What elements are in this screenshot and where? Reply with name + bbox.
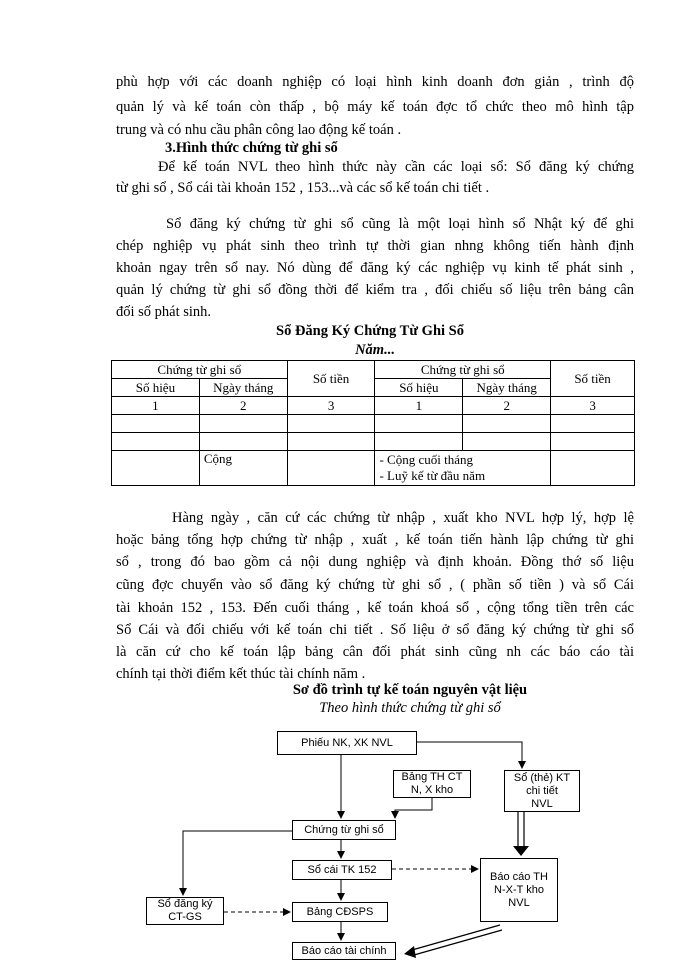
box-phieu-label: Phiếu NK, XK NVL bbox=[301, 736, 393, 749]
intro-line-3: trung và có nhu cầu phân công lao động kế toán . bbox=[116, 122, 402, 138]
col-number: 3 bbox=[287, 397, 375, 415]
diagram-subtitle: Theo hình thức chứng từ ghi sổ bbox=[319, 700, 501, 716]
arrow-bangth-to-chungtu bbox=[395, 798, 432, 818]
para3-line-2: hoặc bảng tổng hợp chứng từ nhập , xuất , kế toán tiến hành lập chứng từ ghi bbox=[116, 532, 634, 548]
box-bang-th-ct-line1: Bảng TH CT bbox=[401, 771, 463, 783]
intro-line-2: quản lý và kế toán còn thấp , bộ máy kế toán đợc tổ chức theo mô hình tập bbox=[116, 99, 634, 115]
col-number: 2 bbox=[199, 397, 287, 415]
header-so-tien-2: Số tiền bbox=[551, 361, 635, 397]
arrow-baocaoth-to-baocaotc bbox=[404, 946, 416, 958]
section-heading: 3.Hình thức chứng từ ghi sổ bbox=[165, 140, 338, 156]
box-so-the-line2: chi tiết bbox=[526, 784, 558, 797]
para2-line-1: Sổ đăng ký chứng từ ghi sổ cũng là một loại hình sổ Nhật ký để ghi bbox=[166, 216, 634, 232]
header-so-hieu-1: Số hiệu bbox=[112, 379, 200, 397]
diagram-title: Sơ đồ trình tự kế toán nguyên vật liệu bbox=[292, 682, 528, 698]
col-number: 2 bbox=[463, 397, 551, 415]
box-so-the-kt bbox=[504, 770, 580, 812]
cong-cuoi-thang-label: - Cộng cuối tháng bbox=[379, 452, 473, 467]
box-chung-tu-label: Chứng từ ghi sổ bbox=[304, 823, 384, 836]
section-line-2: từ ghi sổ , Sổ cái tài khoản 152 , 153...và các sổ kế toán chi tiết . bbox=[116, 180, 490, 196]
box-bao-cao-th-line1: Báo cáo TH bbox=[490, 870, 548, 883]
header-so-tien-1: Số tiền bbox=[287, 361, 375, 397]
box-phieu-nk-xk bbox=[277, 731, 417, 755]
col-number: 1 bbox=[375, 397, 463, 415]
box-so-dang-ky bbox=[146, 897, 224, 925]
section-line-1: Để kế toán NVL theo hình thức này cần các loại sổ: Sổ đăng ký chứng bbox=[158, 159, 634, 175]
para2-line-4: quản lý chứng từ ghi sổ đồng thời để kiểm tra , đối chiếu số liệu trên bảng cân bbox=[116, 282, 634, 298]
para3-line-4: cũng đợc chuyển vào sổ đăng ký chứng từ ghi sổ , ( phần số tiền ) và sổ Cái bbox=[116, 577, 634, 593]
arrow-chungtu-to-sodangky bbox=[183, 831, 292, 895]
col-number: 3 bbox=[551, 397, 635, 415]
header-ngay-thang-2: Ngày tháng bbox=[463, 379, 551, 397]
double-line-c bbox=[412, 925, 500, 950]
luy-ke-label: - Luỹ kế từ đầu năm bbox=[379, 468, 486, 483]
box-bao-cao-th-line2: N-X-T kho bbox=[494, 883, 544, 896]
header-so-hieu-2: Số hiệu bbox=[375, 379, 463, 397]
register-title: Sổ Đăng Ký Chứng Từ Ghi Sổ bbox=[276, 323, 464, 339]
box-so-cai-label: Sổ cái TK 152 bbox=[307, 863, 377, 876]
para3-line-7: là căn cứ cho kế toán lập bảng cân đối phát sinh cũng nh các báo cáo tài bbox=[116, 644, 634, 660]
header-group-1: Chứng từ ghi sổ bbox=[112, 361, 288, 379]
box-so-the-line3: NVL bbox=[531, 797, 553, 810]
box-bao-cao-th bbox=[480, 858, 558, 922]
para2-line-3: khoản ngay trên sổ nay. Nó dùng để đăng ký các nghiệp vụ kinh tế phát sinh , bbox=[116, 260, 634, 276]
para3-line-8: chính tại thời điểm kết thúc tài chính năm . bbox=[116, 666, 366, 682]
box-chung-tu-ghi-so bbox=[292, 820, 396, 840]
box-so-dang-ky-line1: Sổ đăng ký bbox=[157, 898, 213, 910]
arrow-phieu-to-sothe bbox=[416, 742, 522, 768]
box-so-the-line1: Sổ (thẻ) KT bbox=[513, 771, 571, 784]
double-line-d bbox=[414, 930, 502, 955]
box-bao-cao-th-line3: NVL bbox=[508, 896, 530, 909]
para2-line-2: chép nghiệp vụ phát sinh theo trình tự thời gian nhng không tiến hành định bbox=[116, 238, 634, 254]
box-bao-cao-tc-label: Báo cáo tài chính bbox=[301, 944, 387, 957]
box-so-dang-ky-line2: CT-GS bbox=[168, 911, 202, 923]
box-so-cai bbox=[292, 860, 392, 880]
col-number: 1 bbox=[112, 397, 200, 415]
header-group-2: Chứng từ ghi sổ bbox=[375, 361, 551, 379]
intro-line-1: phù hợp với các doanh nghiệp có loại hình kinh doanh đơn giản , trình độ bbox=[116, 74, 634, 90]
para3-line-5: tài khoản 152 , 153. Đến cuối tháng , kế toán khoá sổ , cộng tổng tiền trên các bbox=[116, 600, 634, 616]
para3-line-1: Hàng ngày , căn cứ các chứng từ nhập , xuất kho NVL hợp lý, hợp lệ bbox=[172, 510, 634, 526]
box-bang-th-ct bbox=[393, 770, 471, 798]
box-bao-cao-tai-chinh bbox=[292, 942, 396, 960]
para2-line-5: đối số phát sinh. bbox=[116, 304, 212, 320]
box-bang-cdsps-label: Bảng CĐSPS bbox=[306, 905, 374, 918]
box-bang-th-ct-line2: N, X kho bbox=[410, 784, 454, 796]
para3-line-6: Sổ Cái và đối chiếu với kế toán chi tiết . Số liệu ở sổ đăng ký chứng từ ghi sổ bbox=[116, 622, 634, 638]
register-subtitle: Năm... bbox=[355, 342, 395, 358]
header-ngay-thang-1: Ngày tháng bbox=[199, 379, 287, 397]
cong-cell: Cộng bbox=[199, 451, 287, 486]
box-bang-cdsps bbox=[292, 902, 388, 922]
para3-line-3: sổ , trong đó bao gồm cả nội dung nghiệp và định khoản. Đồng thớ số liệu bbox=[116, 554, 634, 570]
arrow-sothe-to-baocaoth bbox=[513, 846, 529, 856]
